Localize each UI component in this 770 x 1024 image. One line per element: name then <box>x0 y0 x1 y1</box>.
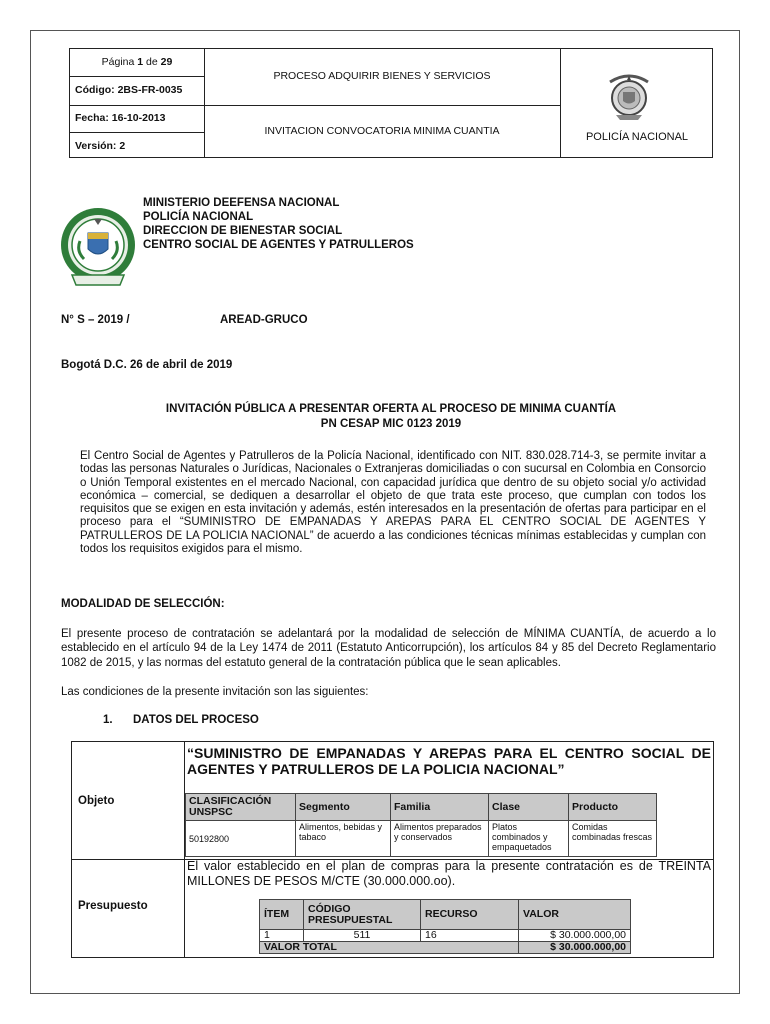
intro-paragraph: El Centro Social de Agentes y Patrulleros de la Policía Nacional, identificado con NIT. 830.028.714-3, se permite invitar a todas las personas Naturales o Jurídicas, Nacionales o Extranjeras domiciliadas o con sucursal en Colombia en Consorcio o Unión Temporal existentes en el mercado Nacional, con capacidad jurídica que dentro de su objeto social y/o actividad económica – comercial, se dediquen a desarrollar el objeto de que trata este proceso, que cumplan con todos los requisitos que se exigen en esta invitación y además, estén interesados en la presentación de ofertas para participar en el proceso para el “SUMINISTRO DE EMPANADAS Y AREPAS PARA EL CENTRO SOCIAL DE AGENTES Y PATRULLEROS DE LA POLICIA NACIONAL” de acuerdo a las condiciones técnicas mínimas establecidas y cumplan con todos los requisitos exigidos para el mismo. <box>80 450 706 556</box>
resource-value: 16 <box>421 930 519 942</box>
total-label: VALOR TOTAL <box>260 942 519 954</box>
presupuesto-text: El valor establecido en el plan de compras para la presente contratación es de TREINTA MILLONES DE PESOS M/CTE (30.000.000.oo). <box>187 859 711 888</box>
item-value: 1 <box>260 930 304 942</box>
presupuesto-label: Presupuesto <box>78 900 148 912</box>
product-value: Comidas combinadas frescas <box>569 821 657 857</box>
process-name: PROCESO ADQUIRIR BIENES Y SERVICIOS <box>273 70 491 82</box>
modalidad-paragraph: El presente proceso de contratación se adelantará por la modalidad de selección de MÍNIMA CUANTÍA, de acuerdo a lo establecido en el artículo 94 de la Ley 1474 de 2011 (Estatuto Anticorrupción), los artículos 84 y 85 del Decreto Reglamentario 1082 de 2015, y las normas del estatuto general de la contratación pública que le sean aplicables. <box>61 628 716 669</box>
section-heading: DATOS DEL PROCESO <box>133 714 259 726</box>
family-header: Familia <box>391 794 489 821</box>
process-data-table <box>71 741 714 958</box>
form-version: Versión: 2 <box>75 140 126 152</box>
class-header: Clase <box>489 794 569 821</box>
modalidad-heading: MODALIDAD DE SELECCIÓN: <box>61 598 225 610</box>
form-code: Código: 2BS-FR-0035 <box>75 84 183 96</box>
product-header: Producto <box>569 794 657 821</box>
document-date: Bogotá D.C. 26 de abril de 2019 <box>61 359 233 371</box>
resource-header: RECURSO <box>421 900 519 930</box>
value-amount: $ 30.000.000,00 <box>519 930 631 942</box>
unspsc-header: CLASIFICACIÓN UNSPSC <box>186 794 296 821</box>
segment-value: Alimentos, bebidas y tabaco <box>296 821 391 857</box>
class-value: Platos combinados y empaquetados <box>489 821 569 857</box>
police-emblem-icon <box>606 68 652 122</box>
page-indicator: Página 1 de 29 <box>101 56 173 68</box>
invitation-type: INVITACION CONVOCATORIA MINIMA CUANTIA <box>264 125 500 137</box>
form-date: Fecha: 16-10-2013 <box>75 112 166 124</box>
conditions-line: Las condiciones de la presente invitación son las siguientes: <box>61 686 369 698</box>
item-header: ÍTEM <box>260 900 304 930</box>
unspsc-code: 50192800 <box>186 821 296 857</box>
section-number: 1. <box>103 714 113 726</box>
budget-code-header: CÓDIGO PRESUPUESTAL <box>304 900 421 930</box>
total-value: $ 30.000.000,00 <box>519 942 631 954</box>
ministry-line: MINISTERIO DEEFENSA NACIONAL <box>143 197 340 209</box>
objeto-text: “SUMINISTRO DE EMPANADAS Y AREPAS PARA EL CENTRO SOCIAL DE AGENTES Y PATRULLEROS DE LA POLICIA NACIONAL” <box>187 745 711 777</box>
unspsc-classification-table <box>185 793 657 857</box>
reference-area: AREAD-GRUCO <box>220 314 308 326</box>
segment-header: Segmento <box>296 794 391 821</box>
invitation-code: PN CESAP MIC 0123 2019 <box>320 418 462 430</box>
budget-code-value: 511 <box>304 930 421 942</box>
national-police-seal-icon <box>58 205 138 290</box>
ministry-block <box>143 196 414 252</box>
invitation-title: INVITACIÓN PÚBLICA A PRESENTAR OFERTA AL PROCESO DE MINIMA CUANTÍA <box>165 403 617 415</box>
reference-number: N° S – 2019 / <box>61 314 130 326</box>
objeto-label: Objeto <box>78 795 115 807</box>
family-value: Alimentos preparados y conservados <box>391 821 489 857</box>
police-line: POLICÍA NACIONAL <box>143 211 254 223</box>
budget-table <box>259 899 631 954</box>
center-line: CENTRO SOCIAL DE AGENTES Y PATRULLEROS <box>143 239 414 251</box>
value-header: VALOR <box>519 900 631 930</box>
direction-line: DIRECCION DE BIENESTAR SOCIAL <box>143 225 343 237</box>
entity-name: POLICÍA NACIONAL <box>585 131 689 143</box>
